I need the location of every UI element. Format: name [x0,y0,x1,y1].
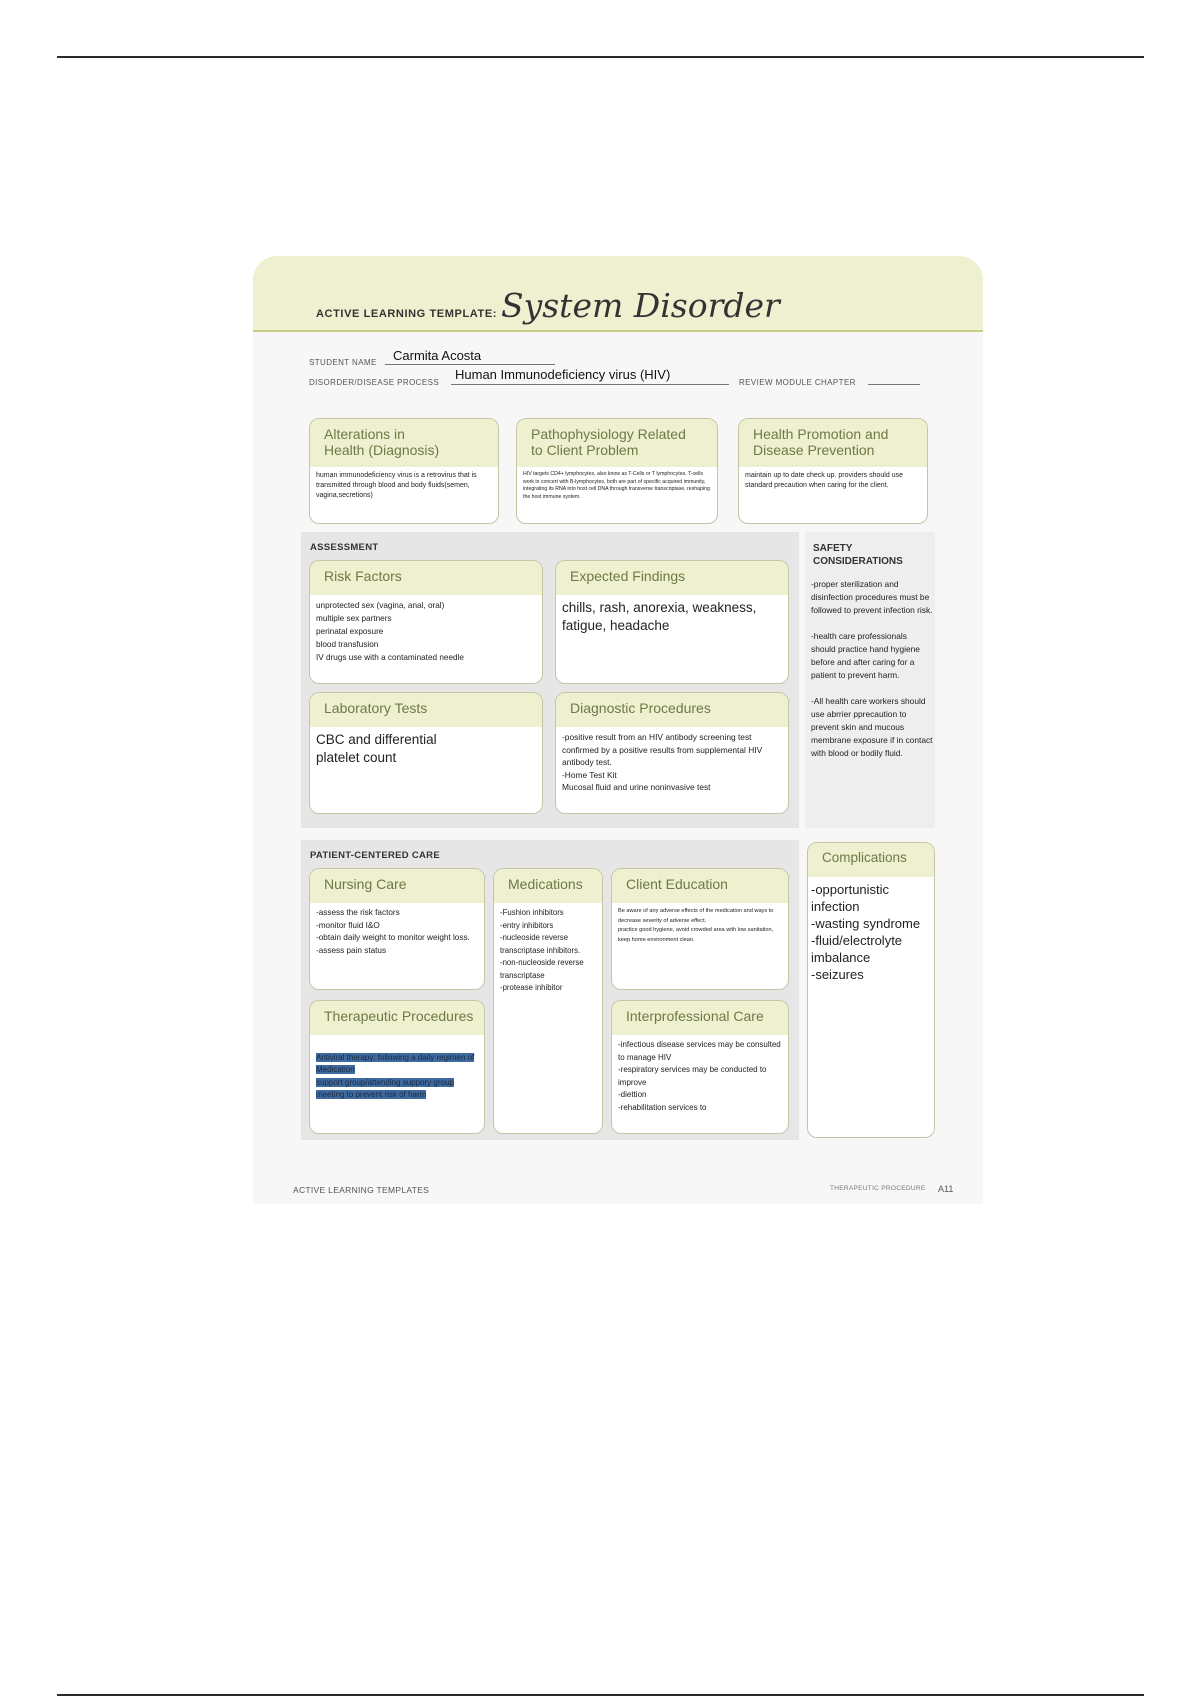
expected-findings-card [555,560,789,684]
therapeutic-procedures-body[interactable]: Antiviral therapy: following a daily regimen of Medication support group/attending suppory group meeting to prevent risk of harm [316,1052,475,1099]
laboratory-tests-body[interactable]: CBC and differential platelet count [316,732,437,765]
safety-body[interactable]: -proper sterilization and disinfection procedures must be followed to prevent infection risk. -health care professionals should practice hand hygiene before and after caring for a patient to prevent harm. -All health care workers should use abrrier pprecaution to prevent skin and mucous membrane exposure if in contact with blood or bodily fluid. [811,579,933,758]
disorder-label: DISORDER/DISEASE PROCESS [309,378,440,387]
complications-title: Complications [808,843,934,877]
nursing-care-title: Nursing Care [310,869,484,903]
review-module-label: REVIEW MODULE CHAPTER [739,378,856,387]
expected-findings-body[interactable]: chills, rash, anorexia, weakness, fatigue, headache [562,600,757,633]
patient-centered-care-region [301,840,799,1140]
nursing-care-body[interactable]: -assess the risk factors -monitor fluid I&O -obtain daily weight to monitor weight loss. -assess pain status [316,908,470,955]
interprofessional-care-body[interactable]: -infectious disease services may be consulted to manage HIV -respiratory services may be conducted to improve -diettion -rehabilitation services to [618,1040,781,1112]
assessment-section-title: ASSESSMENT [310,542,379,553]
medications-body[interactable]: -Fushion inhibitors -entry inhibitors -nucleoside reverse transcriptase inhibitors. -non-nucleoside reverse transcriptase -protease inhibitor [500,908,584,992]
risk-factors-body[interactable]: unprotected sex (vagina, anal, oral) multiple sex partners perinatal exposure blood transfusion IV drugs use with a contaminated needle [316,601,464,662]
interprofessional-care-card [611,1000,789,1134]
client-education-title: Client Education [612,869,788,903]
diagnostic-procedures-card [555,692,789,814]
therapeutic-procedures-title: Therapeutic Procedures [310,1001,484,1035]
expected-findings-title: Expected Findings [556,561,788,595]
health-promotion-title: Health Promotion and Disease Prevention [739,419,927,467]
interprofessional-care-title: Interprofessional Care [612,1001,788,1035]
safety-title: SAFETY CONSIDERATIONS [813,543,903,567]
diagnostic-procedures-body[interactable]: -positive result from an HIV antibody screening test confirmed by a positive results from supplemental HIV antibody test. -Home Test Kit Mucosal fluid and urine noninvasive test [562,732,763,792]
complications-body[interactable]: -opportunistic infection -wasting syndrome -fluid/electrolyte imbalance -seizures [811,882,921,982]
template-small-title: ACTIVE LEARNING TEMPLATE: [316,308,498,320]
risk-factors-title: Risk Factors [310,561,542,595]
medications-card [493,868,603,1134]
laboratory-tests-title: Laboratory Tests [310,693,542,727]
student-name-value[interactable]: Carmita Acosta [393,348,482,363]
medications-title: Medications [494,869,602,903]
client-education-card [611,868,789,990]
health-promotion-body[interactable]: maintain up to date check up. providers should use standard precaution when caring for the client. [745,472,903,489]
patient-centered-care-title: PATIENT-CENTERED CARE [310,850,440,861]
disorder-line [451,384,729,385]
student-name-label: STUDENT NAME [309,358,377,367]
review-module-line[interactable] [868,384,920,385]
laboratory-tests-card [309,692,543,814]
assessment-region [301,532,799,828]
alterations-card [309,418,499,524]
footer-right-label: THERAPEUTIC PROCEDURE [830,1185,926,1192]
diagnostic-procedures-title: Diagnostic Procedures [556,693,788,727]
alterations-body[interactable]: human immunodeficiency virus is a retrovirus that is transmitted through blood and body fluids(semen, vagina,secretions) [316,472,477,499]
footer-page-number: A11 [938,1184,954,1194]
student-name-line [385,364,555,365]
bottom-rule [57,1694,1144,1696]
pathophysiology-body[interactable]: HIV targets CD4+ lymphocytes, also know as T-Cells or T lymphocytes. T-cells work in concert with B-lymphocytes, both are part of specific acquired immunity, integrating its RNA into host cell DNA through transverse transcriptase, reshaping the host immune system. [523,471,710,500]
safety-region [805,532,935,828]
pathophysiology-card [516,418,718,524]
active-learning-template-sheet [253,256,983,1204]
therapeutic-procedures-card [309,1000,485,1134]
alterations-title: Alterations in Health (Diagnosis) [310,419,498,467]
complications-card [807,842,935,1138]
top-rule [57,56,1144,58]
pathophysiology-title: Pathophysiology Related to Client Problem [517,419,717,467]
template-big-title: System Disorder [501,286,780,325]
client-education-body[interactable]: Be aware of any adverse effects of the medication and ways to decrease severity of adverse effect. practice good hygiene, avoid crowded area with low sanitation, keep home environment clean. [618,908,774,943]
health-promotion-card [738,418,928,524]
template-banner [253,256,983,332]
risk-factors-card [309,560,543,684]
footer-left-label: ACTIVE LEARNING TEMPLATES [293,1185,430,1195]
nursing-care-card [309,868,485,990]
disorder-value[interactable]: Human Immunodeficiency virus (HIV) [455,367,671,382]
